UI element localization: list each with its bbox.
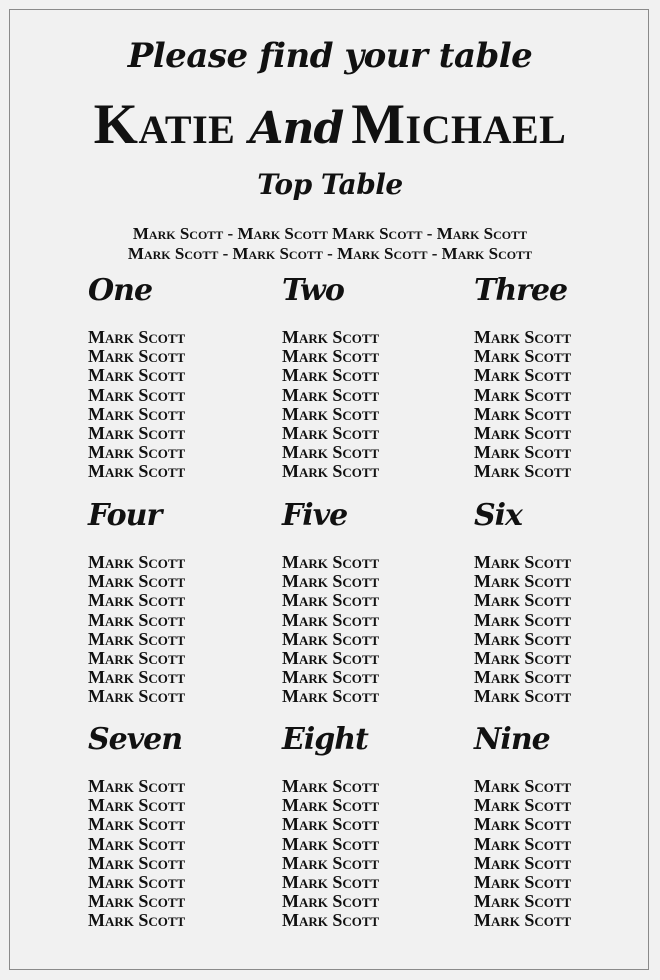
guest-name: Mark Scott [474,891,572,912]
guest-name: Mark Scott [88,327,186,347]
guest-name: Mark Scott [88,422,186,443]
guest-name: Mark Scott [282,647,380,668]
guest-name: Mark Scott [474,327,572,347]
guest-name: Mark Scott [88,628,186,649]
guest-name: Mark Scott [282,871,380,892]
guest-name: Mark Scott [474,667,572,688]
guest-name: Mark Scott [282,422,380,443]
guest-name: Mark Scott [88,852,186,873]
top-table-title: Top Table [257,168,403,201]
table-block [88,498,268,707]
top-table-guests-line-1: Mark Scott - Mark Scott Mark Scott - Mark Scott [132,224,528,243]
guest-name: Mark Scott [282,365,380,386]
guest-name: Mark Scott [88,346,186,367]
guest-name: Mark Scott [474,346,572,367]
guest-name: Mark Scott [282,814,380,835]
guest-name: Mark Scott [88,686,186,707]
guest-name: Mark Scott [474,422,572,443]
names-joiner: And [249,103,344,154]
guest-name: Mark Scott [282,667,380,688]
guest-name: Mark Scott [474,384,572,405]
bride-name: Katie [93,93,236,156]
guest-name: Mark Scott [474,571,572,592]
table-heading: One [88,273,153,308]
guest-name: Mark Scott [474,852,572,873]
guest-name: Mark Scott [474,833,572,854]
guest-name: Mark Scott [88,365,186,386]
guest-name: Mark Scott [282,461,380,482]
table-block [282,498,462,707]
table-heading: Six [474,498,522,533]
table-block [282,273,462,482]
guest-name: Mark Scott [88,384,186,405]
guest-name: Mark Scott [282,571,380,592]
guest-name: Mark Scott [88,910,186,931]
guest-name: Mark Scott [282,384,380,405]
guest-name: Mark Scott [88,833,186,854]
guest-name: Mark Scott [282,327,380,347]
guest-name: Mark Scott [88,590,186,611]
guest-name: Mark Scott [88,667,186,688]
guest-name: Mark Scott [88,403,186,424]
guest-name: Mark Scott [474,814,572,835]
guest-name: Mark Scott [282,795,380,816]
guest-name: Mark Scott [474,442,572,463]
table-heading: Four [88,498,162,533]
guest-name: Mark Scott [88,891,186,912]
guest-name: Mark Scott [282,852,380,873]
top-table-guests-line-2: Mark Scott - Mark Scott - Mark Scott - Mark Scott [127,244,533,263]
guest-name: Mark Scott [474,871,572,892]
table-block [88,273,268,482]
guest-name: Mark Scott [282,910,380,931]
guest-name: Mark Scott [474,910,572,931]
table-heading: Three [474,273,568,308]
guest-name: Mark Scott [282,346,380,367]
guest-name: Mark Scott [474,795,572,816]
table-heading: Eight [282,722,368,757]
guest-name: Mark Scott [282,403,380,424]
guest-name: Mark Scott [474,628,572,649]
guest-name: Mark Scott [88,814,186,835]
table-block [282,722,462,931]
table-heading: Seven [88,722,183,757]
guest-name: Mark Scott [474,403,572,424]
table-heading: Nine [474,722,550,757]
groom-name: Michael [351,93,567,156]
guest-name: Mark Scott [88,442,186,463]
guest-name: Mark Scott [474,609,572,630]
table-heading: Two [282,273,344,308]
guest-name: Mark Scott [88,795,186,816]
guest-name: Mark Scott [88,871,186,892]
guest-name: Mark Scott [474,590,572,611]
guest-name: Mark Scott [282,686,380,707]
guest-name: Mark Scott [474,365,572,386]
guest-name: Mark Scott [282,609,380,630]
tagline: Please find your table [127,36,533,76]
table-heading: Five [282,498,348,533]
table-block [474,273,654,482]
couple-names [0,92,660,157]
guest-name: Mark Scott [282,442,380,463]
guest-name: Mark Scott [282,590,380,611]
guest-name: Mark Scott [282,776,380,796]
table-block [88,722,268,931]
guest-name: Mark Scott [474,461,572,482]
guest-name: Mark Scott [282,552,380,572]
guest-name: Mark Scott [282,628,380,649]
guest-name: Mark Scott [88,571,186,592]
guest-name: Mark Scott [474,552,572,572]
guest-name: Mark Scott [88,776,186,796]
guest-name: Mark Scott [474,776,572,796]
guest-name: Mark Scott [474,686,572,707]
guest-name: Mark Scott [88,609,186,630]
guest-name: Mark Scott [282,891,380,912]
guest-name: Mark Scott [474,647,572,668]
guest-name: Mark Scott [282,833,380,854]
guest-name: Mark Scott [88,461,186,482]
table-block [474,722,654,931]
guest-name: Mark Scott [88,552,186,572]
table-block [474,498,654,707]
guest-name: Mark Scott [88,647,186,668]
